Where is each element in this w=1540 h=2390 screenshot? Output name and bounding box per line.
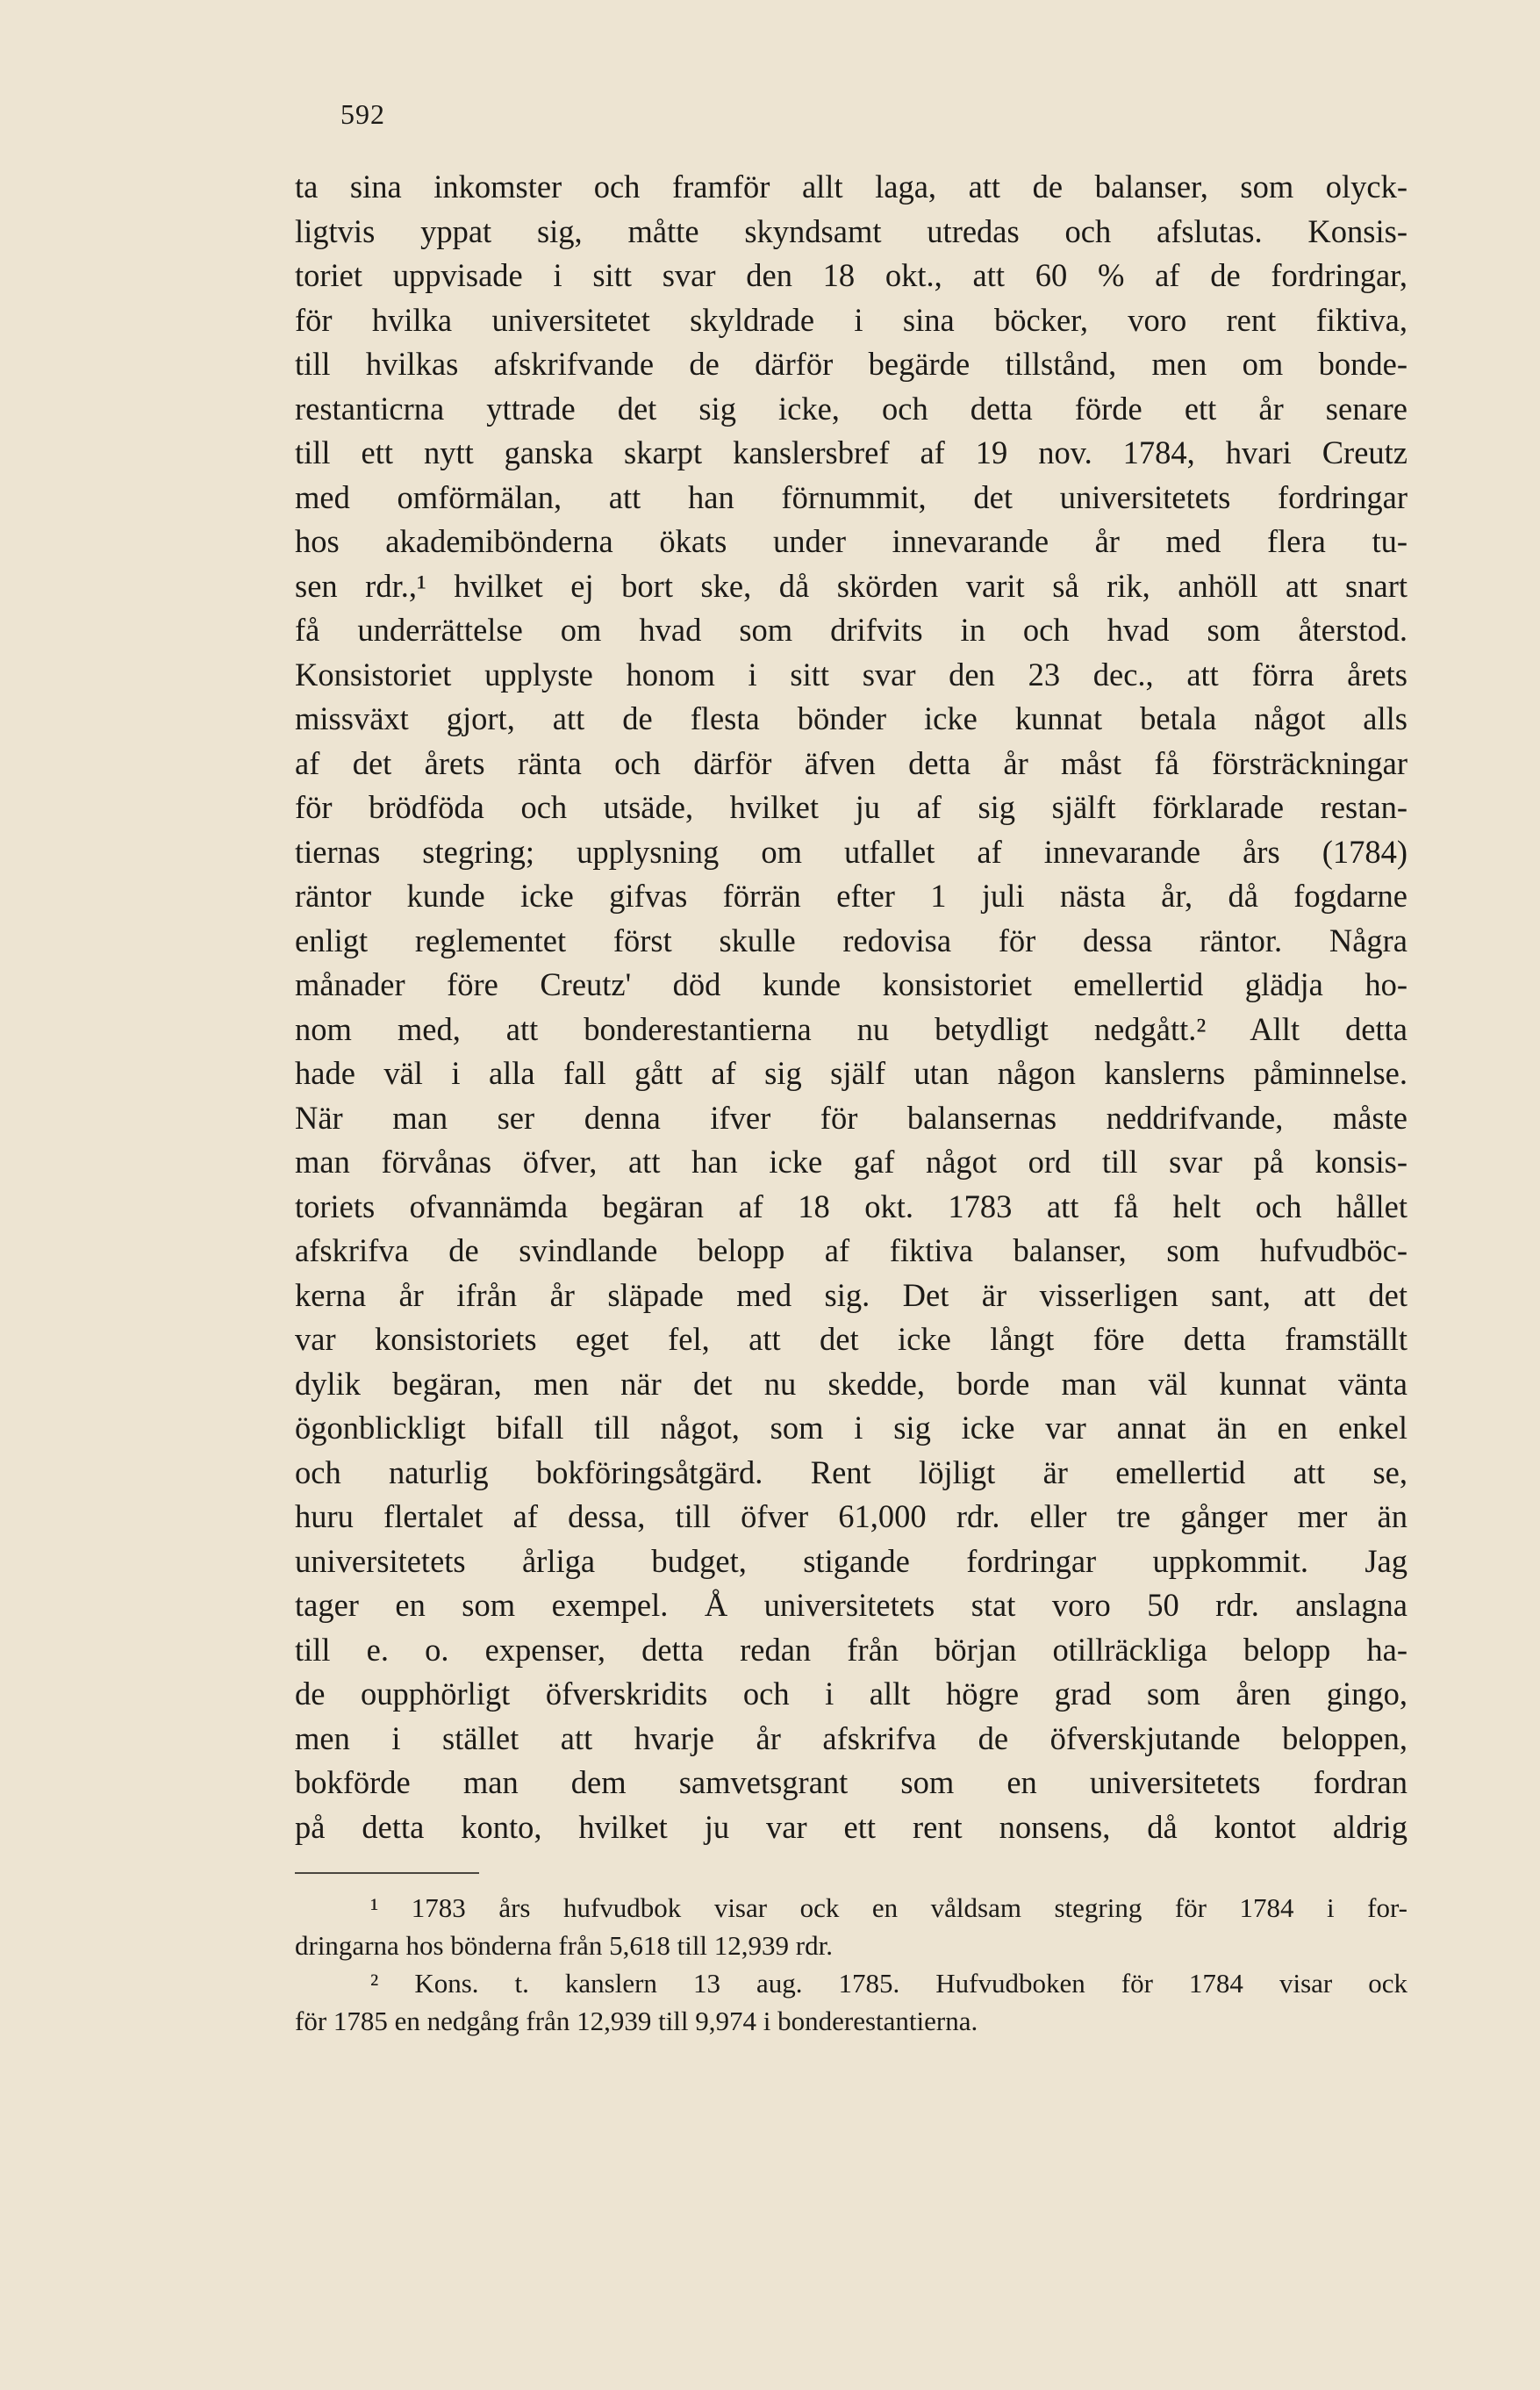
body-line: missväxt gjort, att de flesta bönder icke kunnat betala något alls bbox=[295, 700, 1407, 736]
body-line: sen rdr.,¹ hvilket ej bort ske, då skörden varit så rik, anhöll att snart bbox=[295, 567, 1407, 604]
body-line: kerna år ifrån år släpade med sig. Det är visserligen sant, att det bbox=[295, 1276, 1407, 1313]
page-number: 592 bbox=[340, 98, 385, 130]
body-line: ligtvis yppat sig, måtte skyndsamt utredas och afslutas. Konsis- bbox=[295, 212, 1407, 249]
body-line: ta sina inkomster och framför allt laga, att de balanser, som olyck- bbox=[295, 169, 1407, 205]
body-line: man förvånas öfver, att han icke gaf något ord till svar på konsis- bbox=[295, 1144, 1407, 1180]
body-line: nom med, att bonderestantierna nu betydligt nedgått.² Allt detta bbox=[295, 1010, 1407, 1047]
body-line: huru flertalet af dessa, till öfver 61,000 rdr. eller tre gånger mer än bbox=[295, 1498, 1407, 1534]
body-line: dylik begäran, men när det nu skedde, borde man väl kunnat vänta bbox=[295, 1365, 1407, 1402]
body-line: för brödföda och utsäde, hvilket ju af sig själft förklarade restan- bbox=[295, 789, 1407, 825]
body-line: till e. o. expenser, detta redan från början otillräckliga belopp ha- bbox=[295, 1631, 1407, 1668]
body-line: bokförde man dem samvetsgrant som en universitetets fordran bbox=[295, 1764, 1407, 1800]
body-line: till hvilkas afskrifvande de därför begärde tillstånd, men om bonde- bbox=[295, 346, 1407, 382]
footnote-line: ² Kons. t. kanslern 13 aug. 1785. Hufvudboken för 1784 visar ock bbox=[370, 1968, 1407, 1999]
body-line: hos akademibönderna ökats under innevarande år med flera tu- bbox=[295, 523, 1407, 559]
body-line: var konsistoriets eget fel, att det icke långt före detta framställt bbox=[295, 1321, 1407, 1357]
body-line: med omförmälan, att han förnummit, det universitetets fordringar bbox=[295, 478, 1407, 515]
body-line: räntor kunde icke gifvas förrän efter 1 juli nästa år, då fogdarne bbox=[295, 878, 1407, 914]
body-line: ögonblickligt bifall till något, som i sig icke var annat än en enkel bbox=[295, 1410, 1407, 1446]
body-line: och naturlig bokföringsåtgärd. Rent löjligt är emellertid att se, bbox=[295, 1453, 1407, 1490]
body-text bbox=[295, 165, 1407, 1849]
body-line: tager en som exempel. Å universitetets stat voro 50 rdr. anslagna bbox=[295, 1587, 1407, 1623]
footnote-line: ¹ 1783 års hufvudbok visar ock en våldsam stegring för 1784 i for- bbox=[370, 1892, 1407, 1923]
body-line: tiernas stegring; upplysning om utfallet af innevarande års (1784) bbox=[295, 833, 1407, 870]
body-line: När man ser denna ifver för balansernas neddrifvande, måste bbox=[295, 1099, 1407, 1136]
body-line: toriets ofvannämda begäran af 18 okt. 1783 att få helt och hållet bbox=[295, 1188, 1407, 1224]
body-line: för hvilka universitetet skyldrade i sina böcker, voro rent fiktiva, bbox=[295, 301, 1407, 338]
body-line: universitetets årliga budget, stigande fordringar uppkommit. Jag bbox=[295, 1542, 1407, 1579]
body-line: toriet uppvisade i sitt svar den 18 okt., att 60 % af de fordringar, bbox=[295, 257, 1407, 293]
body-line: restanticrna yttrade det sig icke, och detta förde ett år senare bbox=[295, 390, 1407, 427]
body-line: afskrifva de svindlande belopp af fiktiva balanser, som hufvudböc- bbox=[295, 1232, 1407, 1268]
body-line: till ett nytt ganska skarpt kanslersbref af 19 nov. 1784, hvari Creutz bbox=[295, 434, 1407, 470]
footnote-line: för 1785 en nedgång från 12,939 till 9,974 i bonderestantierna. bbox=[295, 2006, 978, 2036]
body-line: Konsistoriet upplyste honom i sitt svar den 23 dec., att förra årets bbox=[295, 656, 1407, 693]
body-line: af det årets ränta och därför äfven detta år måst få försträckningar bbox=[295, 744, 1407, 781]
footnotes bbox=[295, 1889, 1407, 2040]
body-line: månader före Creutz' död kunde konsistoriet emellertid glädja ho- bbox=[295, 966, 1407, 1002]
body-line: enligt reglementet först skulle redovisa för dessa räntor. Några bbox=[295, 922, 1407, 958]
body-line: hade väl i alla fall gått af sig själf utan någon kanslerns påminnelse. bbox=[295, 1055, 1407, 1091]
body-line: få underrättelse om hvad som drifvits in och hvad som återstod. bbox=[295, 612, 1407, 648]
body-line: men i stället att hvarje år afskrifva de öfverskjutande beloppen, bbox=[295, 1719, 1407, 1756]
body-line: de oupphörligt öfverskridits och i allt högre grad som åren gingo, bbox=[295, 1676, 1407, 1712]
body-line: på detta konto, hvilket ju var ett rent nonsens, då kontot aldrig bbox=[295, 1808, 1407, 1845]
footnote-line: dringarna hos bönderna från 5,618 till 12,939 rdr. bbox=[295, 1930, 833, 1961]
footnote-divider bbox=[295, 1872, 479, 1874]
